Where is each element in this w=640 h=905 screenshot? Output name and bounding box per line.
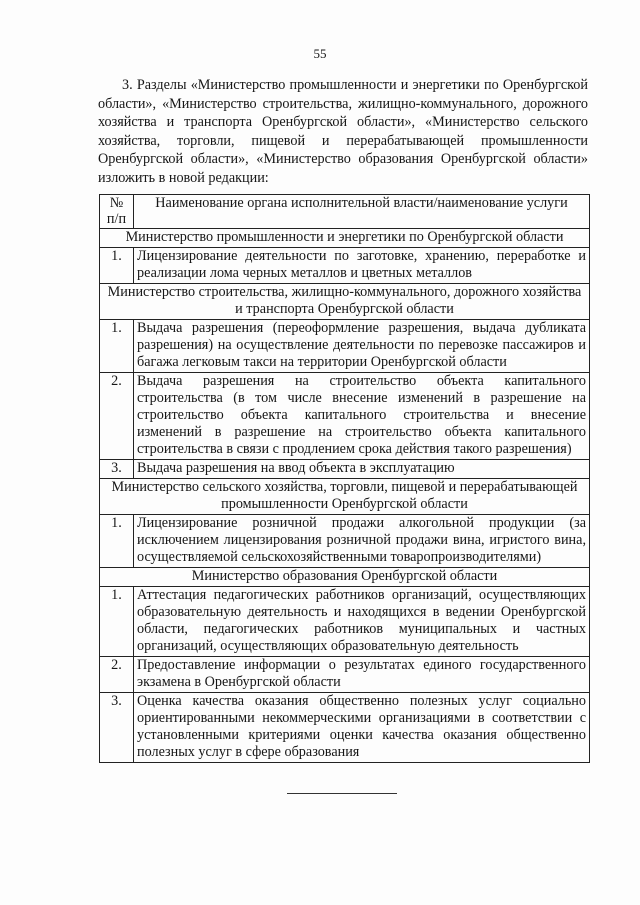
- table-row: [100, 657, 590, 693]
- row-number: 3.: [100, 693, 134, 763]
- row-number: 1.: [100, 320, 134, 373]
- table-row: [100, 373, 590, 460]
- row-number: 2.: [100, 657, 134, 693]
- service-name: Выдача разрешения (переоформление разрешения, выдача дубликата разрешения) на осуществление деятельности по перевозке пассажиров и багажа легковым такси на территории Оренбургской области: [134, 320, 590, 373]
- service-name: Предоставление информации о результатах единого государственного экзамена в Оренбургской области: [134, 657, 590, 693]
- table-row: [100, 693, 590, 763]
- service-name: Лицензирование деятельности по заготовке, хранению, переработке и реализации лома черных металлов и цветных металлов: [134, 248, 590, 284]
- table-row: [100, 320, 590, 373]
- section-row: [100, 284, 590, 320]
- section-title: Министерство строительства, жилищно-коммунального, дорожного хозяйства и транспорта Оренбургской области: [100, 284, 590, 320]
- row-number: 1.: [100, 515, 134, 568]
- service-name: Лицензирование розничной продажи алкогольной продукции (за исключением лицензирования розничной продажи вина, игристого вина, осуществляемой сельскохозяйственными товаропроизводителями): [134, 515, 590, 568]
- table-row: [100, 460, 590, 479]
- section-row: [100, 479, 590, 515]
- table-row: [100, 587, 590, 657]
- row-number: 2.: [100, 373, 134, 460]
- footer-separator: [287, 793, 397, 794]
- table-row: [100, 248, 590, 284]
- row-number: 1.: [100, 248, 134, 284]
- header-title-cell: Наименование органа исполнительной власти/наименование услуги: [134, 195, 590, 229]
- section-title: Министерство образования Оренбургской области: [100, 568, 590, 587]
- table-header-row: [100, 195, 590, 229]
- section-row: [100, 568, 590, 587]
- service-name: Оценка качества оказания общественно полезных услуг социально ориентированными некоммерческими организациями в соответствии с установленными критериями оценки качества оказания общественно полезных услуг в сфере образования: [134, 693, 590, 763]
- intro-paragraph: 3. Разделы «Министерство промышленности и энергетики по Оренбургской области», «Министерство строительства, жилищно-коммунального, дорожного хозяйства и транспорта Оренбургской области», «Министерство сельского хозяйства, торговли, пищевой и перерабатывающей промышленности Оренбургской области», «Министерство образования Оренбургской области» изложить в новой редакции:: [98, 77, 588, 186]
- services-table: [99, 194, 590, 763]
- table-row: [100, 515, 590, 568]
- section-title: Министерство сельского хозяйства, торговли, пищевой и перерабатывающей промышленности Оренбургской области: [100, 479, 590, 515]
- page-number: 55: [313, 46, 327, 61]
- table-body: [100, 229, 590, 763]
- service-name: Выдача разрешения на ввод объекта в эксплуатацию: [134, 460, 590, 479]
- row-number: 1.: [100, 587, 134, 657]
- service-name: Выдача разрешения на строительство объекта капитального строительства (в том числе внесение изменений в разрешение на строительство объекта капитального строительства и внесение изменений в разрешение на строительство объекта капитального строительства в связи с продлением срока действия такого разрешения): [134, 373, 590, 460]
- section-row: [100, 229, 590, 248]
- section-title: Министерство промышленности и энергетики по Оренбургской области: [100, 229, 590, 248]
- service-name: Аттестация педагогических работников организаций, осуществляющих образовательную деятельность и находящихся в ведении Оренбургской области, педагогических работников муниципальных и частных организаций, осуществляющих образовательную деятельность: [134, 587, 590, 657]
- header-number-cell: № п/п: [100, 195, 134, 229]
- row-number: 3.: [100, 460, 134, 479]
